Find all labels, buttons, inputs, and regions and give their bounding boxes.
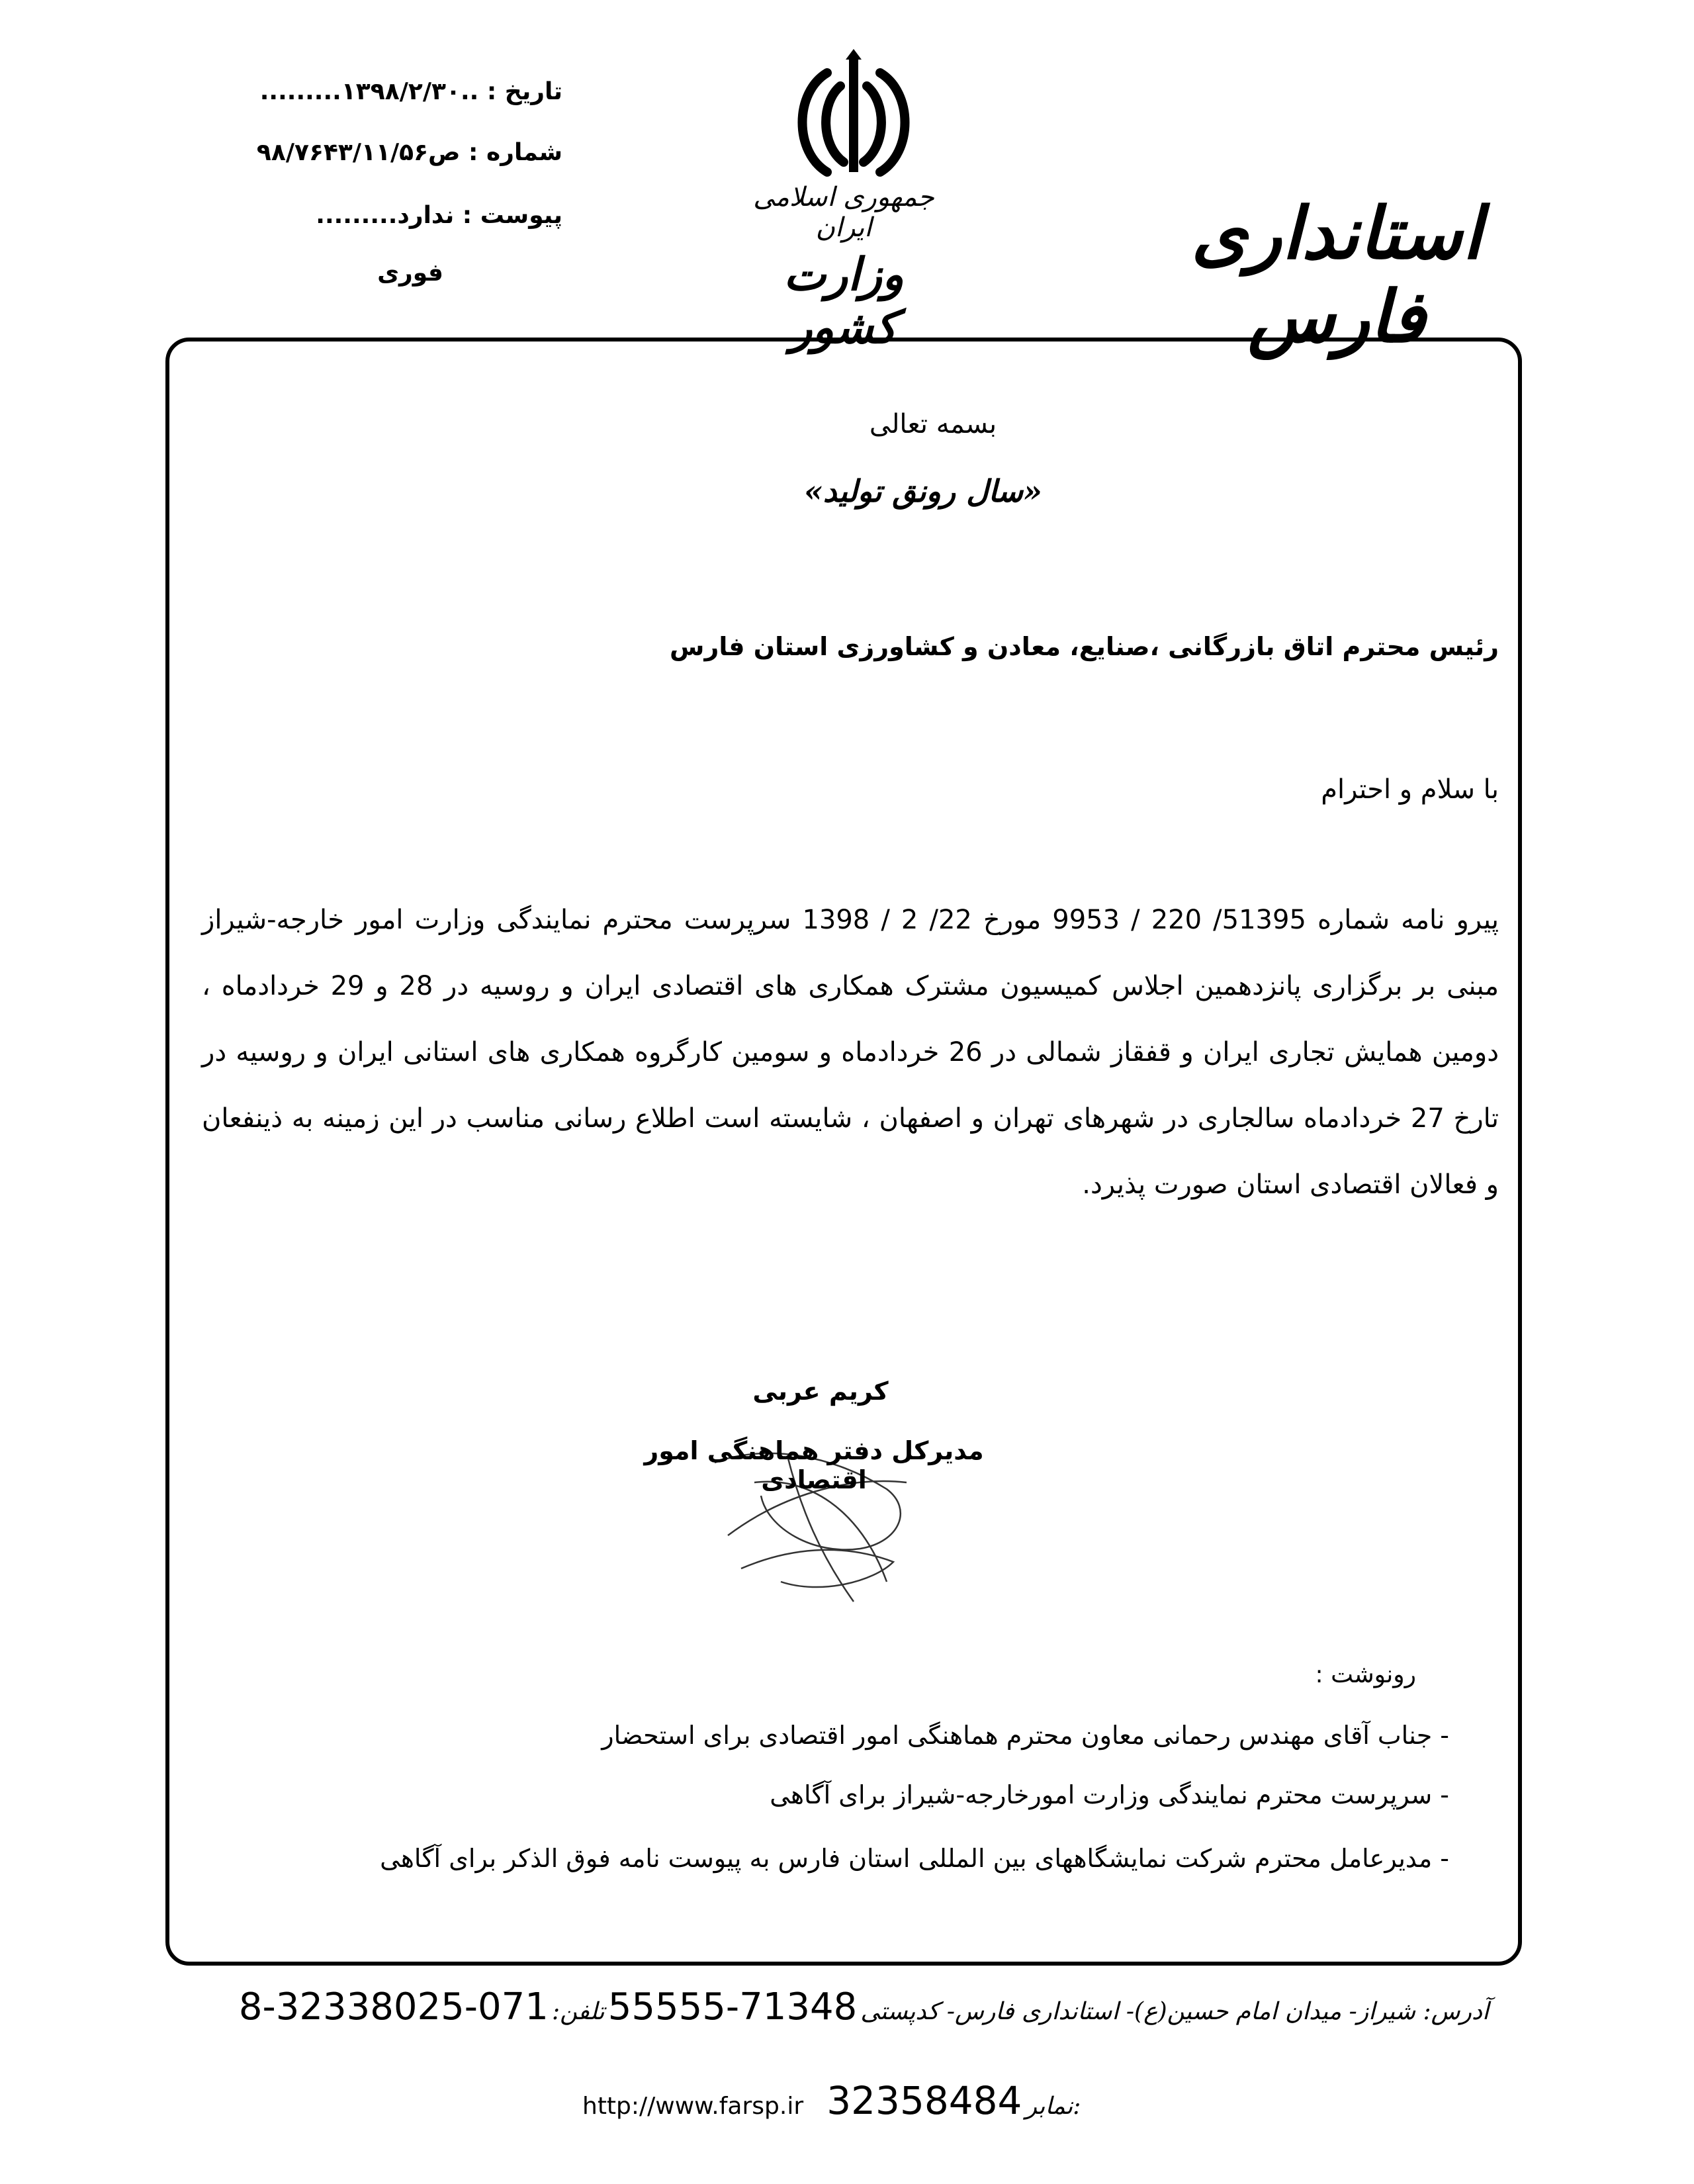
- urgency-label: فوری: [377, 259, 443, 287]
- recipient-2: رئیس محترم اتاق بازرگانی ،صنایع، معادن و کشاورزی استان فارس: [670, 632, 1499, 661]
- attachment-value: ندارد.........: [316, 202, 455, 229]
- address-label: آدرس: شیراز- میدان امام حسین(ع)- استانداری فارس- کدپستی: [860, 1998, 1489, 2025]
- footer-address: [238, 1985, 1489, 2028]
- letter-number-label: شماره :: [468, 139, 562, 166]
- date-value: ..۱۳۹۸/۲/۳۰.........: [259, 78, 479, 105]
- governorate-title: استانداری فارس: [1191, 192, 1482, 359]
- greeting: با سلام و احترام: [1321, 774, 1499, 805]
- date-label: تاریخ :: [486, 78, 562, 105]
- signatory-name: کریم عربی: [752, 1377, 889, 1406]
- phone-number: 071-32338025-8: [238, 1985, 549, 2028]
- letter-body: پیرو نامه شماره 51395/ 220 / 9953 مورخ 22/ 2 / 1398 سرپرست محترم نمایندگی وزارت امور خارجه-شیراز مبنی بر برگزاری پانزدهمین اجلاس کمیسیون مشترک همکاری های اقتصادی ایران و روسیه در 28 و 29 خردادماه ، دومین همایش تجاری ایران و قفقاز شمالی در 26 خردادماه و سومین کارگروه همکاری های استانی ایران و روسیه در تارخ 27 خردادماه سالجاری در شهرهای تهران و اصفهان ، شایسته است اطلاع رسانی مناسب در این زمینه به ذینفعان و فعالان اقتصادی استان صورت پذیرد.: [202, 905, 1499, 1200]
- cc-item: - مدیرعامل محترم شرکت نمایشگاههای بین المللی استان فارس به پیوست نامه فوق الذکر برای آگاهی: [380, 1844, 1449, 1873]
- signatory-title: مدیرکل دفتر هماهنگی امور اقتصادی: [644, 1436, 984, 1494]
- cc-item: - سرپرست محترم نمایندگی وزارت امورخارجه-شیراز برای آگاهی: [770, 1780, 1449, 1809]
- website-link[interactable]: http://www.farsp.ir: [582, 2093, 804, 2120]
- cc-title: رونوشت :: [1315, 1661, 1416, 1688]
- fax-label: نمابر:: [1025, 2093, 1081, 2120]
- attachment-field: [218, 202, 562, 229]
- letter-number-value: ص۹۸/۷۶۴۳/۱۱/۵۶: [256, 139, 461, 166]
- fax-number: 32358484: [826, 2078, 1022, 2123]
- letter-number-field: [218, 139, 562, 166]
- phone-label: تلفن:: [551, 1998, 605, 2025]
- cc-item: - جناب آقای مهندس رحمانی معاون محترم هماهنگی امور اقتصادی برای استحضار: [602, 1721, 1449, 1750]
- ministry-title: وزارت کشور: [783, 248, 904, 354]
- year-motto: «سال رونق تولید»: [804, 473, 1042, 509]
- iran-emblem-icon: [781, 46, 926, 192]
- footer-contact: [582, 2078, 1165, 2123]
- date-field: [218, 78, 562, 105]
- attachment-label: پیوست :: [462, 202, 562, 229]
- invocation: بسمه تعالی: [869, 409, 997, 439]
- republic-title: جمهوری اسلامی ایران: [753, 182, 934, 243]
- postal-code: 71348-55555: [607, 1985, 858, 2028]
